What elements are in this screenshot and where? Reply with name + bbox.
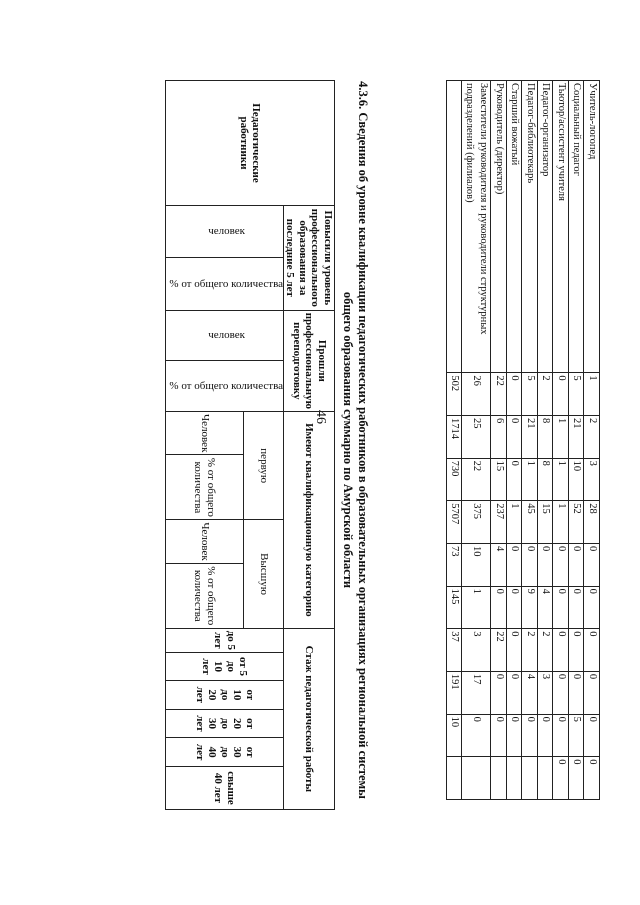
cell-value: 10: [447, 714, 463, 757]
category-first: первую: [243, 412, 283, 520]
row-name: [447, 81, 463, 373]
cell-value: 0: [507, 458, 523, 501]
cell-value: 5: [522, 373, 538, 416]
cell-value: 0: [553, 629, 569, 672]
cell-value: 0: [491, 586, 507, 629]
cell-value: 10: [462, 543, 491, 586]
cell-value: 0: [538, 714, 554, 757]
table-row: [522, 81, 538, 800]
row-name: Старший вожатый: [507, 81, 523, 373]
category-highest: Высшую: [243, 520, 283, 628]
cell-value: 0: [569, 671, 585, 714]
cell-value: 1: [584, 373, 600, 416]
raised-percent: % от общего количества: [165, 258, 283, 310]
cell-value: 1: [553, 501, 569, 544]
cell-value: 4: [491, 543, 507, 586]
cell-value: 73: [447, 543, 463, 586]
table-row: [462, 81, 491, 800]
cell-value: 26: [462, 373, 491, 416]
table-row: [447, 81, 463, 800]
cell-value: 191: [447, 671, 463, 714]
highest-people: Человек: [165, 520, 243, 563]
cell-value: 2: [584, 415, 600, 458]
row-name: Руководитель (директор): [491, 81, 507, 373]
cell-value: 10: [569, 458, 585, 501]
cell-value: 2: [538, 373, 554, 416]
cell-value: 4: [522, 671, 538, 714]
cell-value: 0: [584, 671, 600, 714]
cell-value: 6: [491, 415, 507, 458]
cell-value: 0: [507, 415, 523, 458]
col-category: Имеют квалификационную категорию: [284, 412, 335, 629]
cell-value: 15: [491, 458, 507, 501]
cell-value: 0: [507, 373, 523, 416]
section-title: 4.3.6. Сведения об уровне квалификации педагогических работников в образовательных организациях региональной системы общего образования суммарно по Амурской области: [341, 81, 370, 799]
first-people: Человек: [165, 412, 243, 455]
cell-value: 45: [522, 501, 538, 544]
cell-value: 0: [553, 671, 569, 714]
cell-value: [491, 757, 507, 800]
cell-value: 22: [462, 458, 491, 501]
table-row: [584, 81, 600, 800]
page-number: 46: [313, 410, 328, 424]
cell-value: 4: [538, 586, 554, 629]
cell-value: [462, 757, 491, 800]
cell-value: 52: [569, 501, 585, 544]
cell-value: 0: [584, 586, 600, 629]
exp-range-5: от 30 до 40 лет: [165, 738, 283, 767]
row-name: Заместители руководителя и руководители структурных подразделений (филиалов): [462, 81, 491, 373]
cell-value: 37: [447, 629, 463, 672]
cell-value: 21: [522, 415, 538, 458]
table-row: [507, 81, 523, 800]
row-name: Педагог-организатор: [538, 81, 554, 373]
cell-value: 21: [569, 415, 585, 458]
cell-value: 0: [491, 671, 507, 714]
cell-value: 0: [507, 671, 523, 714]
qualification-table: [165, 80, 335, 810]
cell-value: 730: [447, 458, 463, 501]
cell-value: 15: [538, 501, 554, 544]
cell-value: 1: [522, 458, 538, 501]
cell-value: 3: [538, 671, 554, 714]
cell-value: [538, 757, 554, 800]
retrained-people: человек: [165, 310, 283, 361]
cell-value: 0: [507, 586, 523, 629]
cell-value: 2: [538, 629, 554, 672]
cell-value: 0: [584, 757, 600, 800]
cell-value: 1: [553, 415, 569, 458]
cell-value: 8: [538, 415, 554, 458]
highest-percent: % от общего количества: [165, 563, 243, 628]
cell-value: 28: [584, 501, 600, 544]
cell-value: 0: [507, 714, 523, 757]
first-percent: % от общего количества: [165, 455, 243, 520]
cell-value: 1: [462, 586, 491, 629]
cell-value: 0: [584, 543, 600, 586]
cell-value: 145: [447, 586, 463, 629]
cell-value: 5: [569, 714, 585, 757]
cell-value: 0: [553, 543, 569, 586]
cell-value: 1: [553, 458, 569, 501]
cell-value: 0: [553, 586, 569, 629]
exp-range-4: от 20 до 30 лет: [165, 709, 283, 738]
cell-value: 0: [553, 757, 569, 800]
cell-value: [447, 757, 463, 800]
cell-value: 0: [569, 586, 585, 629]
cell-value: 375: [462, 501, 491, 544]
cell-value: 0: [522, 714, 538, 757]
cell-value: 0: [462, 714, 491, 757]
row-name: Педагог-библиотекарь: [522, 81, 538, 373]
cell-value: 502: [447, 373, 463, 416]
cell-value: 3: [584, 458, 600, 501]
retrained-percent: % от общего количества: [165, 361, 283, 412]
exp-range-3: от 10 до 20 лет: [165, 681, 283, 710]
cell-value: 25: [462, 415, 491, 458]
table-row: [538, 81, 554, 800]
raised-people: человек: [165, 206, 283, 258]
table-row: [553, 81, 569, 800]
cell-value: 0: [584, 629, 600, 672]
cell-value: 9: [522, 586, 538, 629]
table-row: [491, 81, 507, 800]
cell-value: 237: [491, 501, 507, 544]
cell-value: 0: [491, 714, 507, 757]
row-name: Тьютор/ассистент учителя: [553, 81, 569, 373]
cell-value: 1714: [447, 415, 463, 458]
col-experience: Стаж педагогической работы: [284, 628, 335, 809]
exp-range-6: свыше 40 лет: [165, 766, 283, 809]
cell-value: 0: [522, 543, 538, 586]
exp-range-1: до 5 лет: [165, 628, 283, 652]
table-row: [569, 81, 585, 800]
cell-value: 3: [462, 629, 491, 672]
cell-value: [522, 757, 538, 800]
col-raised: Повысили уровень профессионального образования за последние 5 лет: [284, 206, 335, 311]
cell-value: 2: [522, 629, 538, 672]
cell-value: 0: [507, 629, 523, 672]
col-workers: Педагогические работники: [165, 81, 334, 206]
cell-value: 22: [491, 629, 507, 672]
cell-value: 8: [538, 458, 554, 501]
cell-value: 0: [569, 757, 585, 800]
cell-value: 17: [462, 671, 491, 714]
cell-value: 1: [507, 501, 523, 544]
cell-value: 0: [538, 543, 554, 586]
cell-value: 0: [569, 543, 585, 586]
cell-value: 22: [491, 373, 507, 416]
cell-value: [507, 757, 523, 800]
row-name: Социальный педагог: [569, 81, 585, 373]
staff-summary-table: [446, 80, 600, 800]
row-name: Учитель-логопед: [584, 81, 600, 373]
rotated-page-content: [40, 80, 600, 900]
col-retrained: Прошли профессиональную переподготовку: [284, 310, 335, 411]
cell-value: 0: [553, 714, 569, 757]
cell-value: 5707: [447, 501, 463, 544]
cell-value: 0: [584, 714, 600, 757]
cell-value: 0: [569, 629, 585, 672]
cell-value: 0: [553, 373, 569, 416]
exp-range-2: от 5 до 10 лет: [165, 653, 283, 681]
cell-value: 5: [569, 373, 585, 416]
cell-value: 0: [507, 543, 523, 586]
